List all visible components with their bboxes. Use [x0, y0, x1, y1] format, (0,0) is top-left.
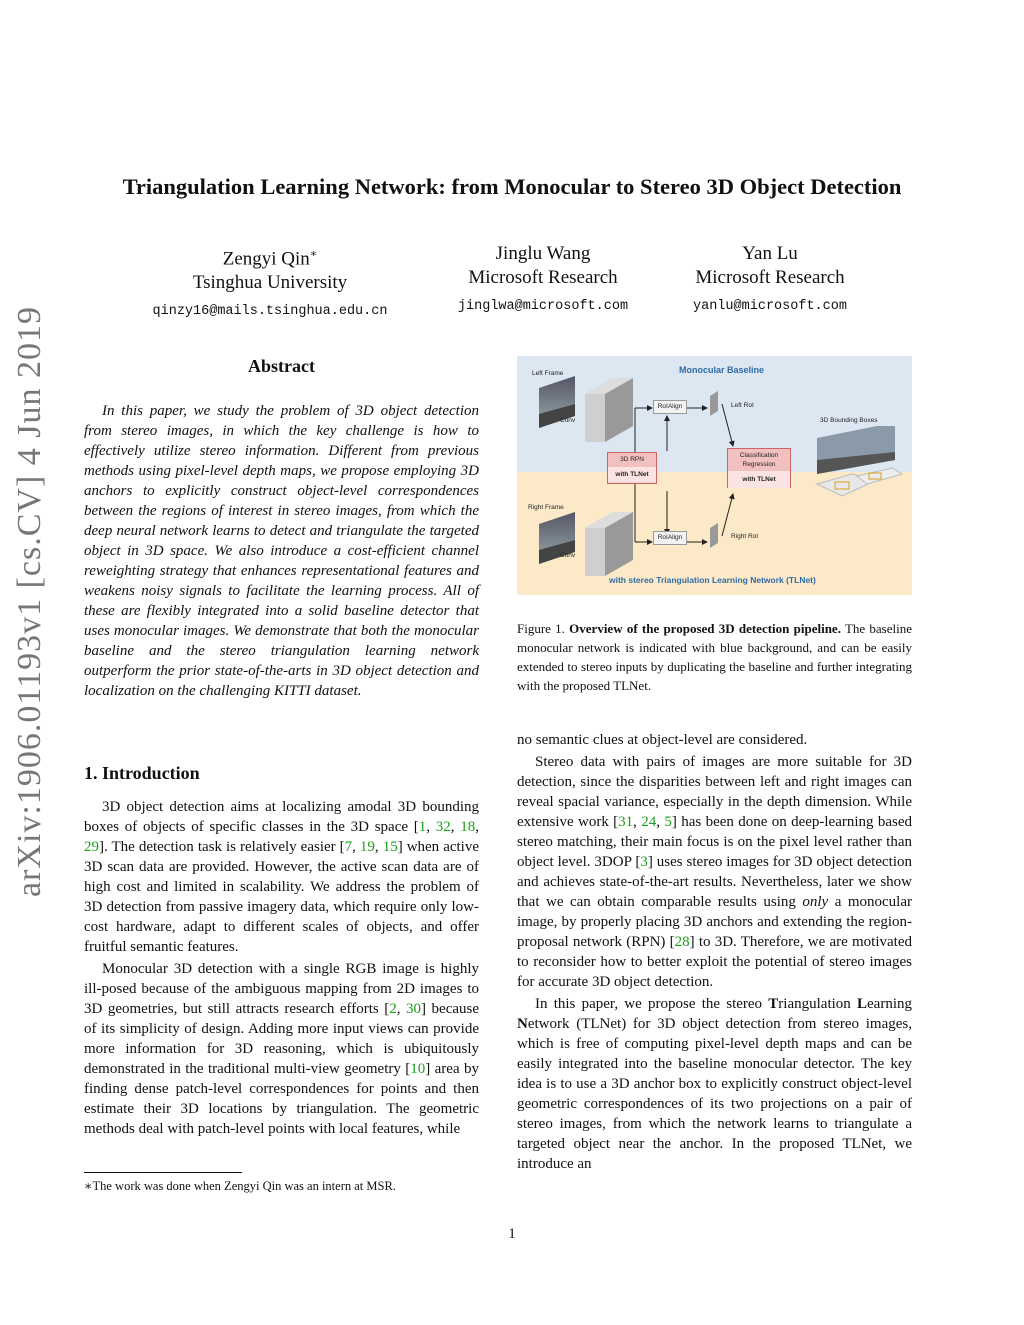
citation-link[interactable]: 3 [640, 854, 648, 870]
footnote: ∗The work was done when Zengyi Qin was an intern at MSR. [84, 1179, 396, 1193]
author-name: Yan Lu [742, 243, 798, 264]
author-email: qinzy16@mails.tsinghua.edu.cn [152, 304, 388, 320]
classification-label: Classification Regression [728, 449, 790, 471]
figure-diagram [517, 356, 912, 595]
citation-link[interactable]: 29 [84, 839, 99, 855]
caption-label: Figure 1. [517, 621, 565, 636]
right-column-text [517, 730, 912, 1174]
left-column-text [84, 797, 479, 1139]
intro-paragraph-1: 3D object detection aims at localizing amodal 3D bounding boxes of objects of specific classes in the 3D space [1, 32, 18, 29]. The detection task is relatively easier [7, 19, 15] when active 3D scan data are provided. However, the active scan data are of high cost and limited in scalability. We address the problem of 3D detection from passive imagery data, which require only low-cost hardware, adapt to different scales of objects, and offer fruitful semantic features. [84, 799, 480, 955]
author-email: yanlu@microsoft.com [693, 299, 847, 314]
figure-caption [517, 619, 912, 695]
author-email: jinglwa@microsoft.com [457, 299, 629, 314]
roialign-box-right: RoIAlign [653, 531, 687, 545]
citation-link[interactable]: 1 [418, 819, 427, 835]
page-number: 1 [508, 1226, 516, 1242]
abstract-heading: Abstract [248, 356, 315, 376]
left-roi-block [710, 391, 718, 416]
caption-text: The baseline monocular network is indicated with blue background, and can be easily extended to stereo inputs by duplicating the baseline and further integrating with the proposed TLNet. [517, 621, 912, 693]
bounding-boxes-label: 3D Bounding Boxes [820, 417, 878, 424]
conv-label-right: Conv [560, 552, 576, 559]
figure-pipeline [517, 356, 912, 595]
citation-link[interactable]: 15 [382, 839, 398, 855]
rpn-sublabel: with TLNet [608, 467, 656, 482]
citation-link[interactable]: 18 [460, 819, 476, 835]
citation-link[interactable]: 5 [664, 814, 672, 830]
citation-link[interactable]: 32 [435, 819, 451, 835]
continued-line: no semantic clues at object-level are considered. [517, 732, 808, 748]
left-conv-block [585, 378, 633, 442]
abstract-text: In this paper, we study the problem of 3D object detection from stereo images, in which the key challenge is how to effectively utilize stereo information. Different from previous methods using pixel-level depth maps, we propose employing 3D anchors to explicitly construct object-level correspondences between the regions of interest in stereo images, from which the deep neural network learns to detect and triangulate the targeted object in 3D space. We also introduce a cost-efficient channel reweighting strategy that enhances representational features and weakens noisy signals to facilitate the learning process. All of these are flexibly integrated into a solid baseline detector that uses monocular images. We demonstrate that both the monocular baseline and the stereo triangulation learning network outperform the prior state-of-the-arts in 3D object detection and localization on the challenging KITTI dataset. [84, 403, 479, 699]
intro-paragraph-4: In this paper, we propose the stereo Triangulation Learning Network (TLNet) for 3D object detection from stereo images, which is free of computing pixel-level depth maps and can be easily integrated into the baseline monocular detector. The key idea is to use a 3D anchor box to explicitly construct object-level geometric correspondences of its two projections on a pair of stereo images, from which the network learns to triangulate a targeted object near the anchor. In the proposed TLNet, we introduce an [517, 996, 912, 1172]
author-3 [670, 242, 870, 319]
right-roi-label: Right RoI [731, 533, 759, 540]
citation-link[interactable]: 30 [406, 1001, 422, 1017]
3d-bounding-boxes-image [817, 426, 902, 496]
author-affiliation: Microsoft Research [695, 267, 845, 288]
citation-link[interactable]: 31 [618, 814, 634, 830]
author-affiliation: Tsinghua University [192, 272, 348, 294]
author-2 [433, 242, 653, 319]
abstract-body [84, 401, 479, 701]
paper-title: Triangulation Learning Network: from Monocular to Stereo 3D Object Detection [122, 174, 902, 199]
author-mark: ∗ [309, 248, 318, 260]
arxiv-side-label: arXiv:1906.01193v1 [cs.CV] 4 Jun 2019 [11, 305, 48, 897]
figure-header-tlnet: with stereo Triangulation Learning Network (TLNet) [609, 575, 816, 585]
right-frame-label: Right Frame [528, 504, 564, 511]
roialign-box-left: RoIAlign [653, 400, 687, 414]
footnote-rule [84, 1172, 242, 1173]
rpn-label: 3D RPN [608, 453, 656, 467]
classification-sublabel: with TLNet [728, 471, 790, 488]
left-roi-label: Left RoI [731, 402, 754, 409]
classification-box [727, 448, 791, 488]
citation-link[interactable]: 7 [344, 839, 353, 855]
right-conv-block [585, 512, 633, 576]
citation-link[interactable]: 2 [389, 1001, 397, 1017]
caption-bold: Overview of the proposed 3D detection pipeline. [569, 621, 841, 636]
citation-link[interactable]: 19 [359, 839, 375, 855]
citation-link[interactable]: 28 [674, 934, 690, 950]
author-name: Zengyi Qin [222, 248, 310, 270]
intro-paragraph-2: Monocular 3D detection with a single RGB image is highly ill-posed because of the ambiguous mapping from 2D images to 3D geometries, but still attracts research efforts [2, 30] because of its simplicity of design. Adding more input views can provide more information for 3D reasoning, which is ubiquitously demonstrated in the traditional multi-view geometry [10] area by finding dense patch-level correspondences for points and then estimate their 3D locations by triangulation. The geometric methods deal with patch-level points with local features, while [84, 961, 480, 1137]
citation-link[interactable]: 10 [410, 1061, 426, 1077]
figure-header-monocular: Monocular Baseline [679, 365, 765, 375]
author-1 [140, 242, 400, 324]
right-roi-block [710, 523, 718, 548]
conv-label-left: Conv [560, 417, 576, 424]
rpn-box [607, 452, 657, 484]
author-name: Jinglu Wang [495, 243, 591, 264]
intro-heading: 1. Introduction [84, 763, 200, 783]
citation-link[interactable]: 24 [641, 814, 657, 830]
left-frame-label: Left Frame [532, 370, 564, 377]
intro-paragraph-3: Stereo data with pairs of images are more suitable for 3D detection, since the disparities between left and right images can reveal spacial variance, especially in the depth dimension. While extensive work [31, 24, 5] has been done on deep-learning based stereo matching, their main focus is on the pixel level rather than object level. 3DOP [3] uses stereo images for 3D object detection and achieves state-of-the-art results. Nevertheless, later we show that we can obtain comparable results using only a monocular image, by properly placing 3D anchors and extending the region-proposal network (RPN) [28] to 3D. Therefore, we are motivated to reconsider how to better exploit the potential of stereo images for accurate 3D object detection. [517, 754, 913, 990]
author-affiliation: Microsoft Research [468, 267, 618, 288]
